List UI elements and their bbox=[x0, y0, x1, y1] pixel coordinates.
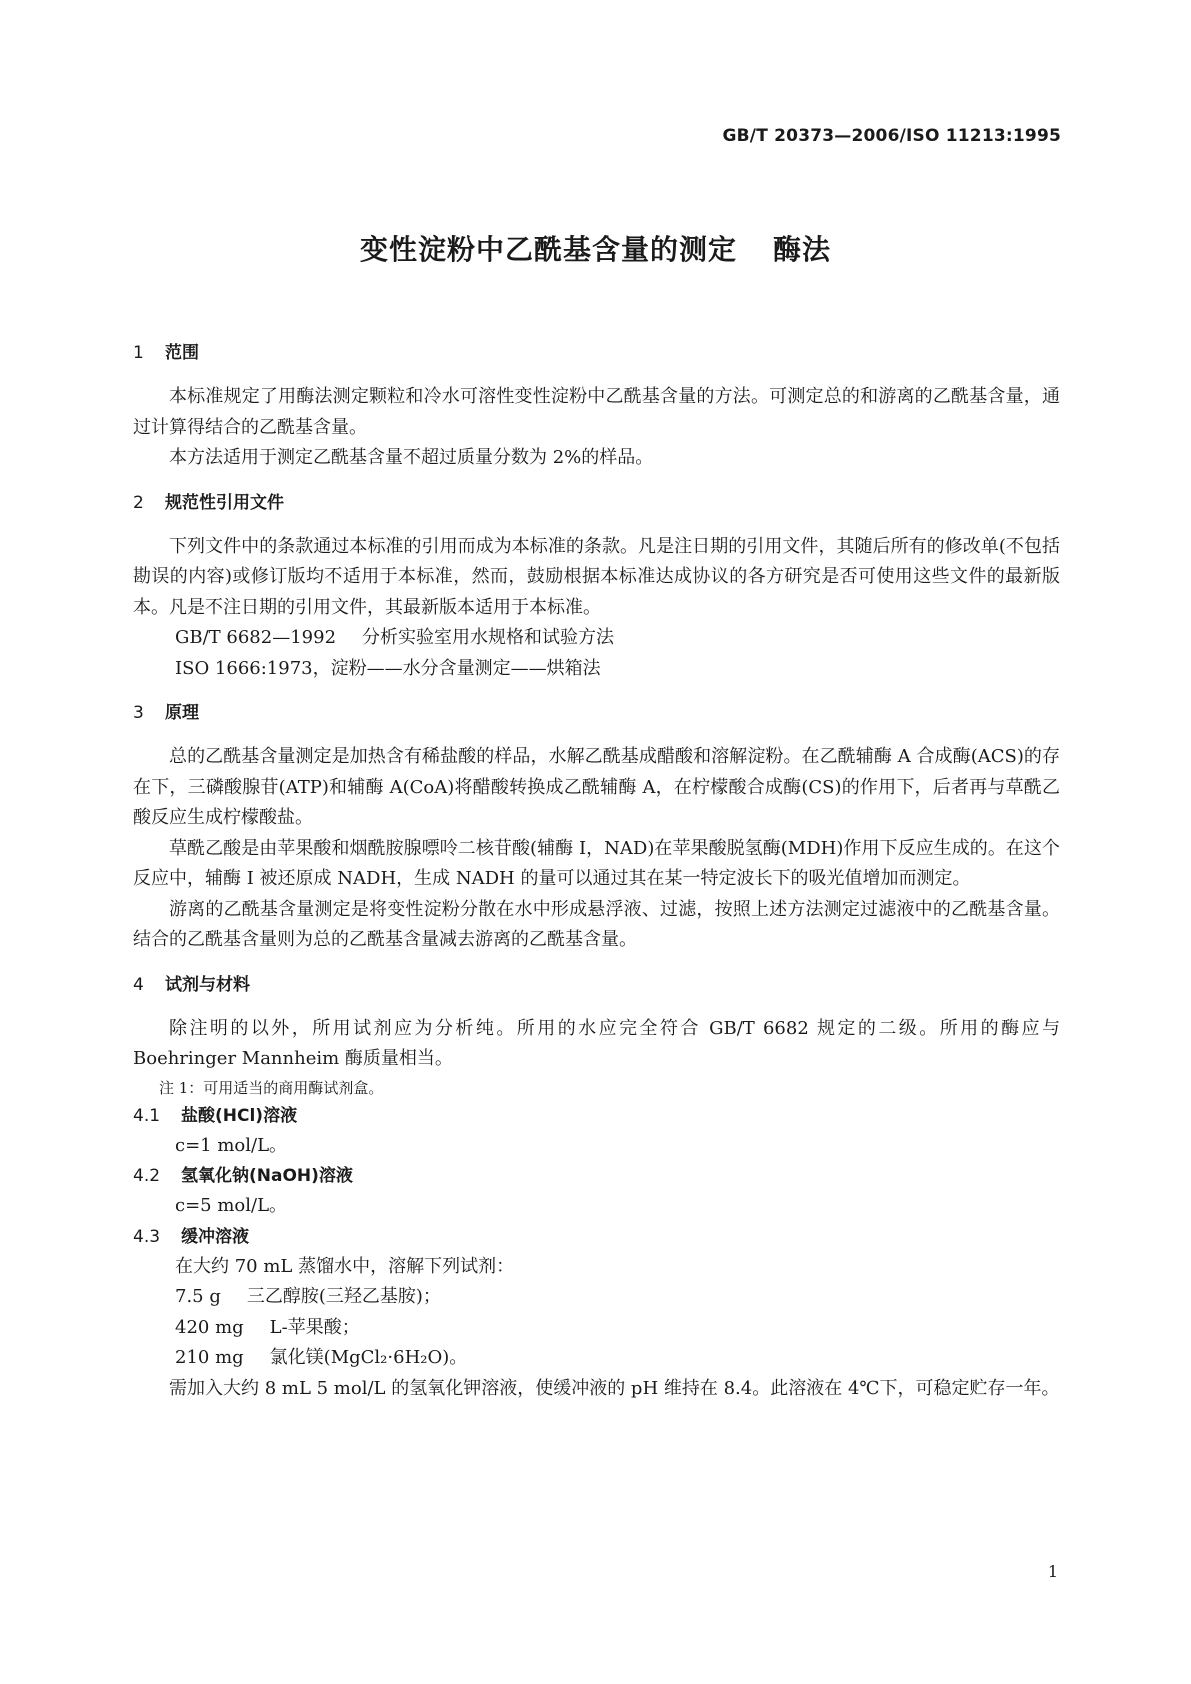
section-number: 2 bbox=[133, 492, 144, 513]
paragraph: 在大约 70 mL 蒸馏水中，溶解下列试剂： bbox=[175, 1255, 515, 1277]
subsection-number: 4.3 bbox=[133, 1226, 161, 1247]
section-3-heading bbox=[133, 698, 1060, 728]
reagent-item bbox=[133, 1313, 1060, 1344]
subsection-4-3-heading bbox=[133, 1222, 1060, 1252]
page-number: 1 bbox=[1047, 1562, 1058, 1581]
section-1-heading bbox=[133, 338, 1060, 368]
reagent-name: 三乙醇胺(三羟乙基胺)； bbox=[246, 1286, 441, 1307]
reagent-name: 氯化镁(MgCl₂·6H₂O)。 bbox=[269, 1347, 468, 1368]
paragraph: 本标准规定了用酶法测定颗粒和冷水可溶性变性淀粉中乙酰基含量的方法。可测定总的和游离的乙酰基含量，通过计算得结合的乙酰基含量。 bbox=[133, 386, 1060, 438]
reference-title: 分析实验室用水规格和试验方法 bbox=[362, 627, 615, 648]
subsection-title: 盐酸(HCl)溶液 bbox=[181, 1105, 298, 1126]
reagent-name: L-苹果酸； bbox=[269, 1316, 360, 1338]
document-body bbox=[133, 338, 1060, 1404]
reagent-quantity: 7.5 g bbox=[175, 1286, 221, 1307]
title-sub: 酶法 bbox=[773, 233, 832, 266]
reference-item: ISO 1666:1973，淀粉——水分含量测定——烘箱法 bbox=[175, 657, 601, 679]
subsection-4-2-heading bbox=[133, 1161, 1060, 1191]
title-main: 变性淀粉中乙酰基含量的测定 bbox=[359, 233, 737, 266]
subsection-title: 氢氧化钠(NaOH)溶液 bbox=[181, 1166, 353, 1186]
section-4-heading bbox=[133, 970, 1060, 1000]
subsection-4-1-heading bbox=[133, 1101, 1060, 1131]
paragraph: 总的乙酰基含量测定是加热含有稀盐酸的样品，水解乙酰基成醋酸和溶解淀粉。在乙酰辅酶 A 合成酶(ACS)的存在下，三磷酸腺苷(ATP)和辅酶 A(CoA)将醋酸转换成乙酰辅酶 A，在柠檬酸合成酶(CS)的作用下，后者再与草酰乙酸反应生成柠檬酸盐。 bbox=[133, 746, 1060, 828]
section-title: 原理 bbox=[165, 703, 199, 723]
section-title: 范围 bbox=[165, 343, 199, 363]
reagent-item bbox=[133, 1282, 1060, 1313]
concentration-text: c=1 mol/L。 bbox=[175, 1134, 288, 1156]
section-number: 1 bbox=[133, 343, 144, 363]
section-title: 试剂与材料 bbox=[165, 974, 250, 995]
paragraph: 游离的乙酰基含量测定是将变性淀粉分散在水中形成悬浮液、过滤，按照上述方法测定过滤液中的乙酰基含量。结合的乙酰基含量则为总的乙酰基含量减去游离的乙酰基含量。 bbox=[133, 898, 1060, 950]
section-number: 4 bbox=[133, 974, 144, 995]
paragraph: 本方法适用于测定乙酰基含量不超过质量分数为 2%的样品。 bbox=[169, 447, 654, 468]
document-title bbox=[0, 228, 1191, 268]
standard-number: GB/T 20373—2006/ISO 11213:1995 bbox=[722, 126, 1061, 146]
section-title: 规范性引用文件 bbox=[165, 492, 284, 513]
paragraph: 需加入大约 8 mL 5 mol/L 的氢氧化钾溶液，使缓冲液的 pH 维持在 8.4。此溶液在 4℃下，可稳定贮存一年。 bbox=[169, 1377, 1060, 1399]
paragraph: 除注明的以外，所用试剂应为分析纯。所用的水应完全符合 GB/T 6682 规定的二级。所用的酶应与 Boehringer Mannheim 酶质量相当。 bbox=[133, 1017, 1060, 1069]
section-number: 3 bbox=[133, 703, 144, 723]
reference-code: GB/T 6682—1992 bbox=[175, 627, 337, 648]
reference-item bbox=[133, 623, 1060, 654]
reagent-quantity: 210 mg bbox=[175, 1347, 244, 1368]
subsection-number: 4.2 bbox=[133, 1166, 161, 1186]
note: 注 1：可用适当的商用酶试剂盒。 bbox=[159, 1078, 384, 1097]
paragraph: 下列文件中的条款通过本标准的引用而成为本标准的条款。凡是注日期的引用文件，其随后所有的修改单(不包括勘误的内容)或修订版均不适用于本标准，然而，鼓励根据本标准达成协议的各方研究是否可使用这些文件的最新版本。凡是不注日期的引用文件，其最新版本适用于本标准。 bbox=[133, 535, 1060, 618]
subsection-number: 4.1 bbox=[133, 1105, 161, 1126]
concentration-text: c=5 mol/L。 bbox=[175, 1195, 288, 1216]
subsection-title: 缓冲溶液 bbox=[181, 1226, 249, 1247]
reagent-item bbox=[133, 1343, 1060, 1374]
section-2-heading bbox=[133, 488, 1060, 518]
paragraph: 草酰乙酸是由苹果酸和烟酰胺腺嘌呤二核苷酸(辅酶 I，NAD)在苹果酸脱氢酶(MDH)作用下反应生成的。在这个反应中，辅酶 I 被还原成 NADH，生成 NADH 的量可以通过其在某一特定波长下的吸光值增加而测定。 bbox=[133, 837, 1060, 889]
reagent-quantity: 420 mg bbox=[175, 1316, 244, 1338]
